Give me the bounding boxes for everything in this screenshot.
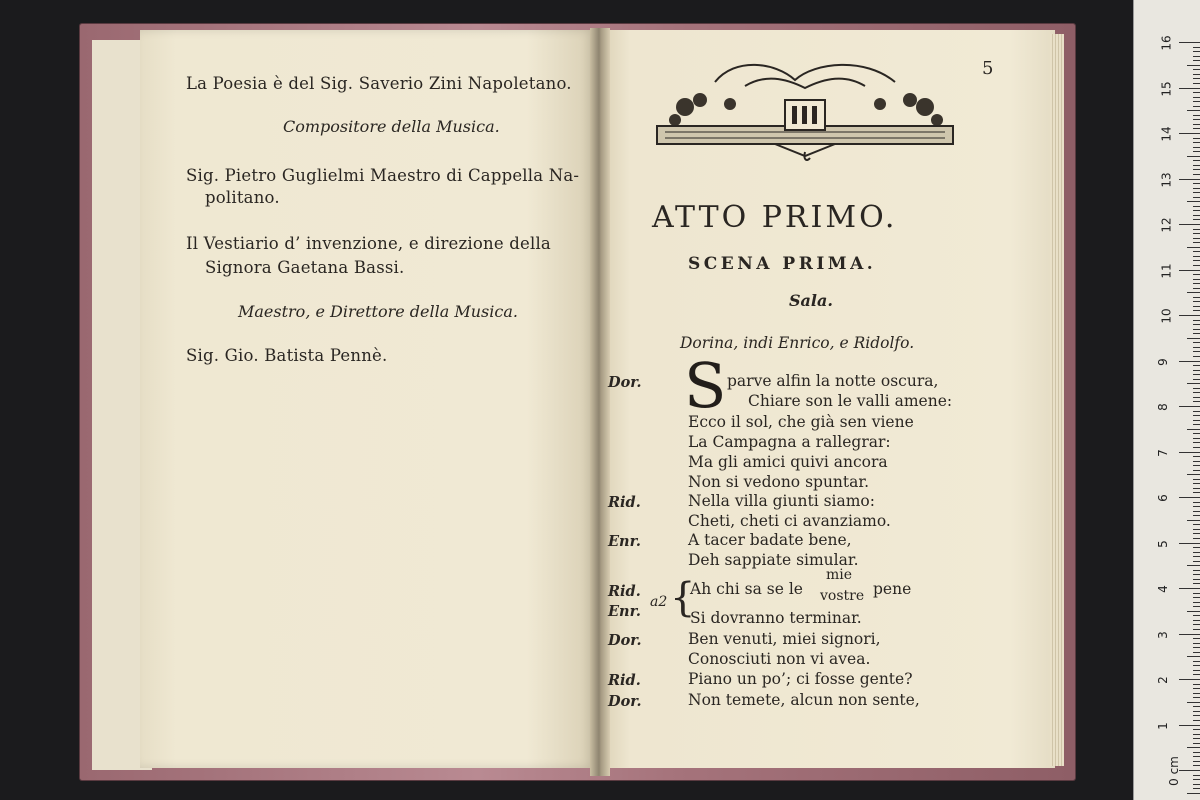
ruler-tick bbox=[1179, 725, 1200, 726]
ruler-number: 8 bbox=[1155, 403, 1170, 411]
ruler-tick bbox=[1193, 288, 1200, 289]
ruler-tick bbox=[1193, 151, 1200, 152]
ruler-tick bbox=[1187, 292, 1200, 293]
ruler-tick bbox=[1193, 720, 1200, 721]
ruler-tick bbox=[1193, 306, 1200, 307]
ruler-tick bbox=[1187, 65, 1200, 66]
duet-marker: a2 bbox=[650, 594, 668, 610]
act-title: ATTO PRIMO. bbox=[652, 200, 898, 235]
ruler-tick bbox=[1193, 310, 1200, 311]
ruler-tick bbox=[1193, 756, 1200, 757]
book-gutter bbox=[590, 28, 610, 776]
ruler-tick bbox=[1179, 406, 1200, 407]
decorative-headpiece bbox=[655, 52, 955, 164]
ruler-tick bbox=[1193, 511, 1200, 512]
ruler-number: 4 bbox=[1155, 585, 1170, 593]
ruler-tick bbox=[1193, 492, 1200, 493]
measuring-ruler bbox=[1133, 0, 1200, 800]
ruler-tick bbox=[1193, 684, 1200, 685]
ruler-tick bbox=[1193, 561, 1200, 562]
ruler-tick bbox=[1193, 743, 1200, 744]
ruler-tick bbox=[1193, 556, 1200, 557]
ruler-tick bbox=[1193, 411, 1200, 412]
ruler-tick bbox=[1193, 74, 1200, 75]
ruler-tick bbox=[1193, 238, 1200, 239]
ruler-tick bbox=[1193, 606, 1200, 607]
ruler-tick bbox=[1193, 570, 1200, 571]
ruler-tick bbox=[1179, 224, 1200, 225]
left-page bbox=[140, 30, 595, 768]
ruler-tick bbox=[1193, 620, 1200, 621]
ruler-tick bbox=[1193, 775, 1200, 776]
ruler-tick bbox=[1187, 338, 1200, 339]
ruler-tick bbox=[1193, 356, 1200, 357]
ruler-tick bbox=[1193, 260, 1200, 261]
ruler-tick bbox=[1193, 106, 1200, 107]
ruler-tick bbox=[1193, 283, 1200, 284]
ruler-tick bbox=[1193, 229, 1200, 230]
ruler-tick bbox=[1193, 693, 1200, 694]
ruler-tick bbox=[1193, 715, 1200, 716]
ruler-tick bbox=[1187, 520, 1200, 521]
ruler-tick bbox=[1187, 747, 1200, 748]
ruler-tick bbox=[1193, 547, 1200, 548]
ruler-tick bbox=[1187, 383, 1200, 384]
duet-speaker-2: Enr. bbox=[608, 603, 641, 620]
ruler-tick bbox=[1193, 697, 1200, 698]
ruler-tick bbox=[1193, 597, 1200, 598]
ruler-tick bbox=[1179, 315, 1200, 316]
ruler-tick bbox=[1193, 615, 1200, 616]
ruler-tick bbox=[1179, 770, 1200, 771]
ruler-tick bbox=[1193, 502, 1200, 503]
ruler-tick bbox=[1193, 347, 1200, 348]
ruler-tick bbox=[1187, 429, 1200, 430]
ruler-tick bbox=[1193, 738, 1200, 739]
ruler-tick bbox=[1193, 215, 1200, 216]
ruler-tick bbox=[1187, 565, 1200, 566]
ruler-tick bbox=[1193, 51, 1200, 52]
poetry-credit: La Poesia è del Sig. Saverio Zini Napoletano. bbox=[186, 74, 572, 93]
ruler-tick bbox=[1193, 515, 1200, 516]
duet-word-end: pene bbox=[873, 580, 912, 598]
verse-line: Ben venuti, miei signori, bbox=[688, 630, 881, 648]
ruler-tick bbox=[1193, 297, 1200, 298]
ruler-tick bbox=[1193, 461, 1200, 462]
ruler-tick bbox=[1193, 320, 1200, 321]
ruler-tick bbox=[1187, 201, 1200, 202]
ruler-tick bbox=[1193, 351, 1200, 352]
ruler-tick bbox=[1193, 602, 1200, 603]
ruler-number: 3 bbox=[1155, 630, 1170, 639]
ruler-tick bbox=[1193, 388, 1200, 389]
ruler-tick bbox=[1187, 656, 1200, 657]
ruler-number: 16 bbox=[1159, 35, 1174, 51]
ruler-tick bbox=[1193, 420, 1200, 421]
ruler-tick bbox=[1193, 784, 1200, 785]
ruler-tick bbox=[1193, 779, 1200, 780]
ruler-tick bbox=[1193, 342, 1200, 343]
ruler-tick bbox=[1193, 424, 1200, 425]
ruler-tick bbox=[1193, 119, 1200, 120]
ruler-tick bbox=[1193, 374, 1200, 375]
ruler-tick bbox=[1193, 761, 1200, 762]
ruler-tick bbox=[1193, 579, 1200, 580]
ruler-tick bbox=[1193, 552, 1200, 553]
page-edges bbox=[1050, 34, 1064, 766]
ruler-tick bbox=[1193, 169, 1200, 170]
speaker-label: Dor. bbox=[608, 693, 642, 710]
ruler-tick bbox=[1193, 251, 1200, 252]
ruler-tick bbox=[1193, 256, 1200, 257]
ruler-tick bbox=[1193, 210, 1200, 211]
characters-line: Dorina, indi Enrico, e Ridolfo. bbox=[680, 334, 915, 352]
verse-line: La Campagna a rallegrar: bbox=[688, 433, 891, 451]
director-line: Sig. Gio. Batista Pennè. bbox=[186, 346, 388, 365]
verse-line: Non si vedono spuntar. bbox=[688, 473, 870, 491]
ruler-tick bbox=[1193, 479, 1200, 480]
ruler-tick bbox=[1193, 142, 1200, 143]
ruler-tick bbox=[1187, 474, 1200, 475]
ruler-tick bbox=[1193, 483, 1200, 484]
ruler-tick bbox=[1193, 752, 1200, 753]
ruler-tick bbox=[1193, 583, 1200, 584]
ruler-tick bbox=[1193, 365, 1200, 366]
ruler-tick bbox=[1193, 533, 1200, 534]
show-through-text bbox=[335, 370, 339, 386]
ruler-tick bbox=[1193, 470, 1200, 471]
ruler-tick bbox=[1193, 392, 1200, 393]
ruler-tick bbox=[1193, 415, 1200, 416]
ruler-tick bbox=[1193, 233, 1200, 234]
ruler-tick bbox=[1193, 333, 1200, 334]
ruler-tick bbox=[1193, 433, 1200, 434]
ruler-tick bbox=[1179, 679, 1200, 680]
verse-line: Piano un po’; ci fosse gente? bbox=[688, 670, 913, 688]
ruler-tick bbox=[1193, 274, 1200, 275]
composer-heading: Compositore della Musica. bbox=[283, 117, 500, 136]
ruler-tick bbox=[1193, 447, 1200, 448]
ruler-number: 5 bbox=[1155, 539, 1170, 548]
ruler-tick bbox=[1193, 219, 1200, 220]
ruler-tick bbox=[1193, 593, 1200, 594]
ruler-tick bbox=[1193, 379, 1200, 380]
ruler-tick bbox=[1193, 397, 1200, 398]
page-number: 5 bbox=[982, 58, 994, 79]
ruler-tick bbox=[1179, 361, 1200, 362]
ruler-tick bbox=[1193, 647, 1200, 648]
ruler-tick bbox=[1193, 729, 1200, 730]
ruler-tick bbox=[1193, 324, 1200, 325]
ruler-tick bbox=[1179, 634, 1200, 635]
verse-line: parve alfin la notte oscura, bbox=[727, 372, 939, 390]
ruler-tick bbox=[1179, 133, 1200, 134]
duet-line-1: Ah chi sa se le bbox=[690, 580, 803, 598]
ruler-tick bbox=[1193, 711, 1200, 712]
ruler-tick bbox=[1193, 265, 1200, 266]
ruler-tick bbox=[1179, 588, 1200, 589]
ruler-tick bbox=[1193, 629, 1200, 630]
ruler-tick bbox=[1179, 452, 1200, 453]
ruler-tick bbox=[1193, 661, 1200, 662]
ruler-tick bbox=[1193, 370, 1200, 371]
drop-cap: S bbox=[684, 349, 727, 422]
ruler-number: 13 bbox=[1159, 171, 1174, 188]
ruler-tick bbox=[1193, 56, 1200, 57]
ruler-tick bbox=[1193, 92, 1200, 93]
ruler-tick bbox=[1193, 128, 1200, 129]
ruler-tick bbox=[1193, 670, 1200, 671]
duet-speaker-1: Rid. bbox=[608, 583, 641, 600]
ruler-tick bbox=[1187, 702, 1200, 703]
ruler-tick bbox=[1193, 69, 1200, 70]
ruler-tick bbox=[1193, 83, 1200, 84]
ruler-number: 6 bbox=[1155, 494, 1170, 502]
duet-word-top: mie bbox=[826, 567, 853, 583]
scene-title: SCENA PRIMA. bbox=[688, 254, 877, 274]
ruler-tick bbox=[1187, 110, 1200, 111]
ruler-tick bbox=[1193, 301, 1200, 302]
ruler-tick bbox=[1193, 206, 1200, 207]
costume-line-2: Signora Gaetana Bassi. bbox=[205, 258, 405, 277]
ruler-tick bbox=[1187, 156, 1200, 157]
speaker-label: Rid. bbox=[608, 494, 641, 511]
ruler-tick bbox=[1179, 88, 1200, 89]
ruler-tick bbox=[1193, 183, 1200, 184]
ruler-tick bbox=[1193, 456, 1200, 457]
duet-line-2: Si dovranno terminar. bbox=[690, 609, 862, 627]
ruler-tick bbox=[1193, 734, 1200, 735]
verse-line: A tacer badate bene, bbox=[688, 531, 852, 549]
verse-line: Chiare son le valli amene: bbox=[748, 392, 953, 410]
ruler-tick bbox=[1193, 706, 1200, 707]
ruler-number: 9 bbox=[1155, 357, 1170, 366]
verse-line: Ma gli amici quivi ancora bbox=[688, 453, 888, 471]
ruler-tick bbox=[1193, 538, 1200, 539]
composer-line-2: politano. bbox=[205, 188, 280, 207]
ruler-tick bbox=[1193, 524, 1200, 525]
ruler-tick bbox=[1193, 401, 1200, 402]
ruler-tick bbox=[1193, 438, 1200, 439]
ruler-tick bbox=[1193, 115, 1200, 116]
ruler-tick bbox=[1179, 42, 1200, 43]
ruler-tick bbox=[1193, 47, 1200, 48]
ruler-number: 12 bbox=[1159, 217, 1174, 233]
ruler-tick bbox=[1193, 78, 1200, 79]
ruler-tick bbox=[1193, 60, 1200, 61]
verse-line: Deh sappiate simular. bbox=[688, 551, 859, 569]
ruler-tick bbox=[1193, 279, 1200, 280]
ruler-tick bbox=[1193, 638, 1200, 639]
speaker-label: Rid. bbox=[608, 672, 641, 689]
ruler-tick bbox=[1193, 242, 1200, 243]
director-heading: Maestro, e Direttore della Musica. bbox=[238, 302, 518, 321]
ruler-tick bbox=[1193, 97, 1200, 98]
scene-setting: Sala. bbox=[789, 291, 833, 310]
ruler-tick bbox=[1193, 192, 1200, 193]
ruler-tick bbox=[1187, 247, 1200, 248]
ruler-tick bbox=[1187, 793, 1200, 794]
ruler-number: 1 bbox=[1155, 721, 1170, 730]
duet-word-bottom: vostre bbox=[820, 588, 865, 604]
ruler-tick bbox=[1179, 270, 1200, 271]
ruler-tick bbox=[1193, 329, 1200, 330]
verse-line: Conosciuti non vi avea. bbox=[688, 650, 871, 668]
verse-line: Nella villa giunti siamo: bbox=[688, 492, 875, 510]
speaker-label: Dor. bbox=[608, 374, 642, 391]
ruler-tick bbox=[1193, 652, 1200, 653]
ruler-number: 2 bbox=[1155, 676, 1170, 684]
ruler-tick bbox=[1193, 788, 1200, 789]
verse-line: Ecco il sol, che già sen viene bbox=[688, 413, 914, 431]
ruler-tick bbox=[1193, 197, 1200, 198]
ruler-tick bbox=[1193, 674, 1200, 675]
speaker-label: Dor. bbox=[608, 632, 642, 649]
ruler-tick bbox=[1193, 101, 1200, 102]
ruler-tick bbox=[1193, 643, 1200, 644]
duet-brace: { bbox=[670, 575, 696, 621]
ruler-number: 15 bbox=[1159, 80, 1174, 97]
ruler-tick bbox=[1193, 124, 1200, 125]
ruler-tick bbox=[1193, 665, 1200, 666]
composer-line-1: Sig. Pietro Guglielmi Maestro di Cappella Na- bbox=[186, 166, 580, 185]
ruler-tick bbox=[1193, 488, 1200, 489]
ruler-tick bbox=[1193, 465, 1200, 466]
ruler-tick bbox=[1193, 147, 1200, 148]
ruler-tick bbox=[1193, 529, 1200, 530]
verse-line: Cheti, cheti ci avanziamo. bbox=[688, 512, 891, 530]
ruler-tick bbox=[1193, 688, 1200, 689]
ruler-tick bbox=[1179, 543, 1200, 544]
ruler-tick bbox=[1193, 160, 1200, 161]
ruler-tick bbox=[1193, 138, 1200, 139]
ruler-tick bbox=[1193, 442, 1200, 443]
ruler-tick bbox=[1193, 165, 1200, 166]
ruler-number: 10 bbox=[1159, 308, 1174, 324]
ruler-tick bbox=[1193, 765, 1200, 766]
ruler-tick bbox=[1179, 497, 1200, 498]
ruler-tick bbox=[1193, 624, 1200, 625]
verse-line: Non temete, alcun non sente, bbox=[688, 691, 920, 709]
ruler-number: 0 cm bbox=[1166, 756, 1181, 786]
ruler-tick bbox=[1193, 574, 1200, 575]
ruler-number: 7 bbox=[1155, 448, 1170, 457]
costume-line-1: Il Vestiario d’ invenzione, e direzione della bbox=[186, 234, 551, 253]
ruler-tick bbox=[1179, 179, 1200, 180]
speaker-label: Enr. bbox=[608, 533, 641, 550]
ruler-tick bbox=[1193, 174, 1200, 175]
ruler-number: 14 bbox=[1159, 126, 1174, 142]
ruler-number: 11 bbox=[1159, 262, 1174, 279]
ruler-tick bbox=[1193, 188, 1200, 189]
ruler-tick bbox=[1193, 506, 1200, 507]
ruler-tick bbox=[1187, 611, 1200, 612]
